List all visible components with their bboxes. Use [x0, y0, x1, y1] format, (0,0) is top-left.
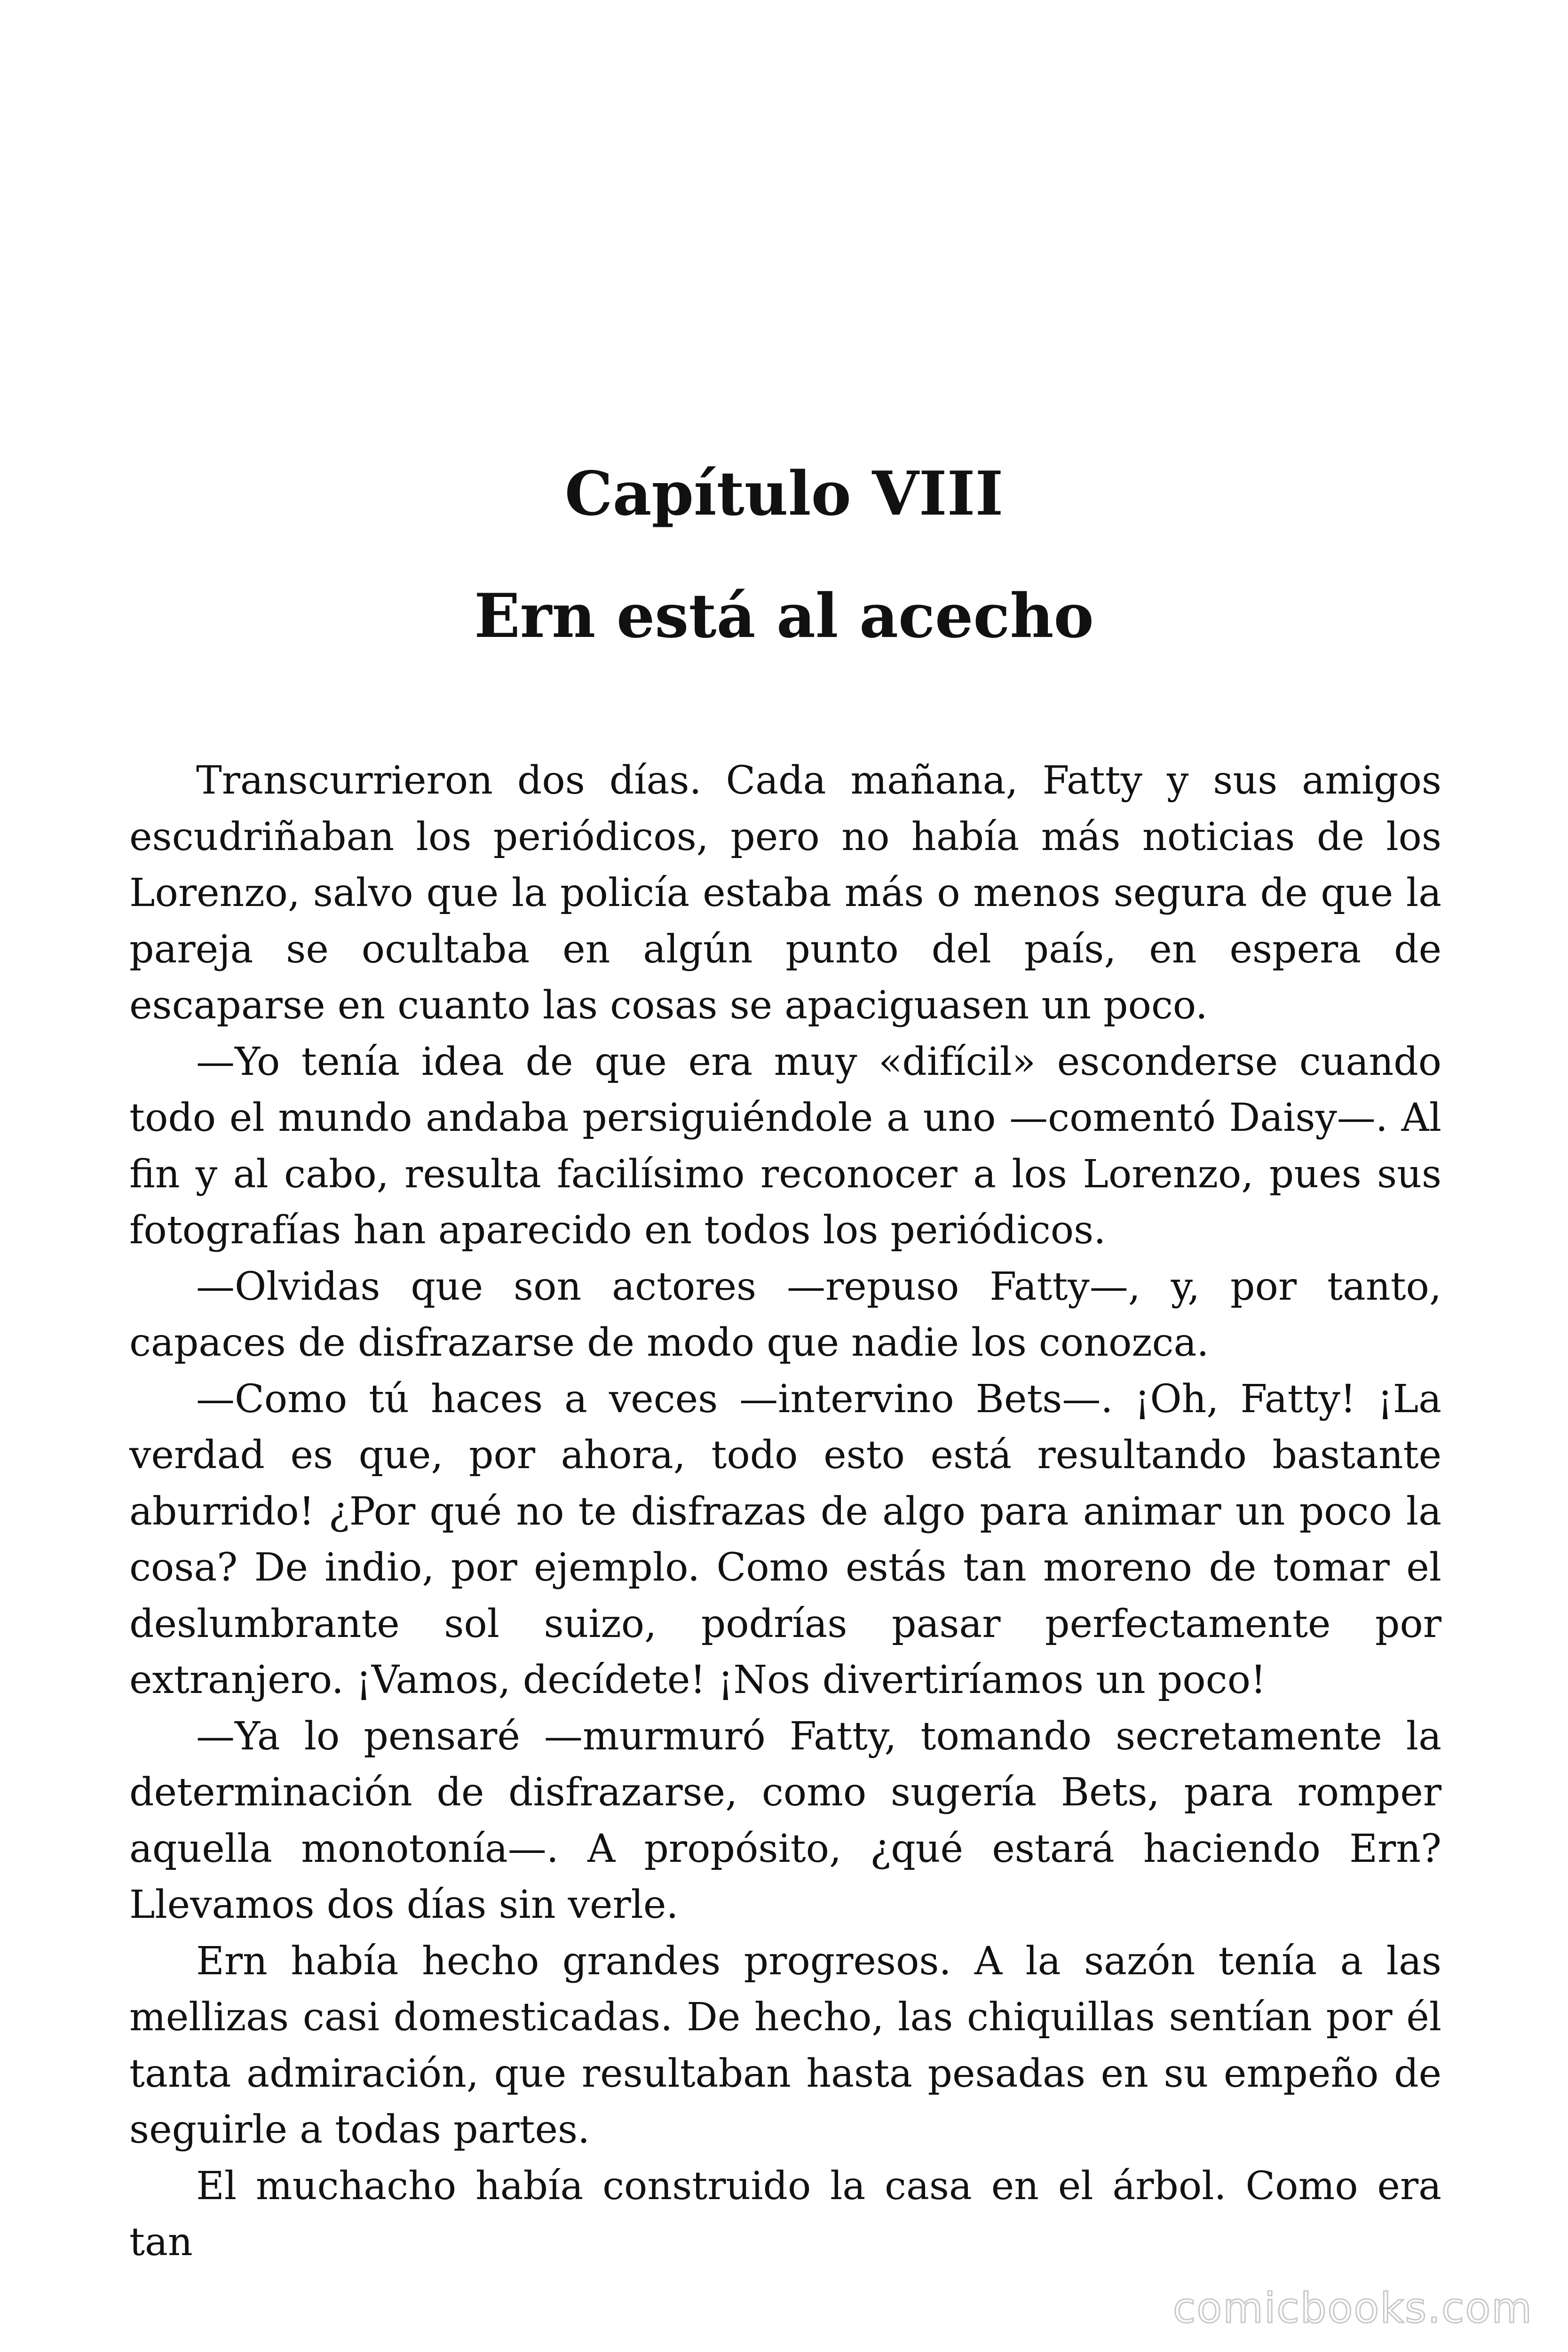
paragraph: Transcurrieron dos días. Cada mañana, Fatty y sus amigos escudriñaban los periódicos, pero no había más noticias de los Lorenzo, salvo que la policía estaba más o menos segura de que la pareja se ocultaba en algún punto del país, en espera de escaparse en cuanto las cosas se apaciguasen un poco. [129, 758, 1441, 1028]
paragraph: —Como tú haces a veces —intervino Bets—. ¡Oh, Fatty! ¡La verdad es que, por ahora, todo esto está resultando bastante aburrido! ¿Por qué no te disfrazas de algo para animar un poco la cosa? De indio, por ejemplo. Como estás tan moreno de tomar el deslumbrante sol suizo, podrías pasar perfectamente por extranjero. ¡Vamos, decídete! ¡Nos divertiríamos un poco! [129, 1376, 1441, 1702]
chapter-body [129, 753, 1441, 2271]
paragraph: El muchacho había construido la casa en el árbol. Como era tan [129, 2163, 1441, 2265]
chapter-number: Capítulo VIII [564, 459, 1004, 529]
paragraph: —Yo tenía idea de que era muy «difícil» esconderse cuando todo el mundo andaba persiguiéndole a uno —comentó Daisy—. Al fin y al cabo, resulta facilísimo reconocer a los Lorenzo, pues sus fotografías han aparecido en todos los periódicos. [129, 1039, 1441, 1253]
watermark: comicbooks.com [1172, 2284, 1533, 2332]
chapter-title: Ern está al acecho [474, 581, 1094, 652]
paragraph: —Ya lo pensaré —murmuró Fatty, tomando secretamente la determinación de disfrazarse, como sugería Bets, para romper aquella monotonía—. A propósito, ¿qué estará haciendo Ern? Llevamos dos días sin verle. [129, 1714, 1441, 1927]
paragraph: —Olvidas que son actores —repuso Fatty—, y, por tanto, capaces de disfrazarse de modo que nadie los conozca. [129, 1264, 1441, 1365]
paragraph: Ern había hecho grandes progresos. A la sazón tenía a las mellizas casi domesticadas. De hecho, las chiquillas sentían por él tanta admiración, que resultaban hasta pesadas en su empeño de seguirle a todas partes. [129, 1939, 1441, 2152]
